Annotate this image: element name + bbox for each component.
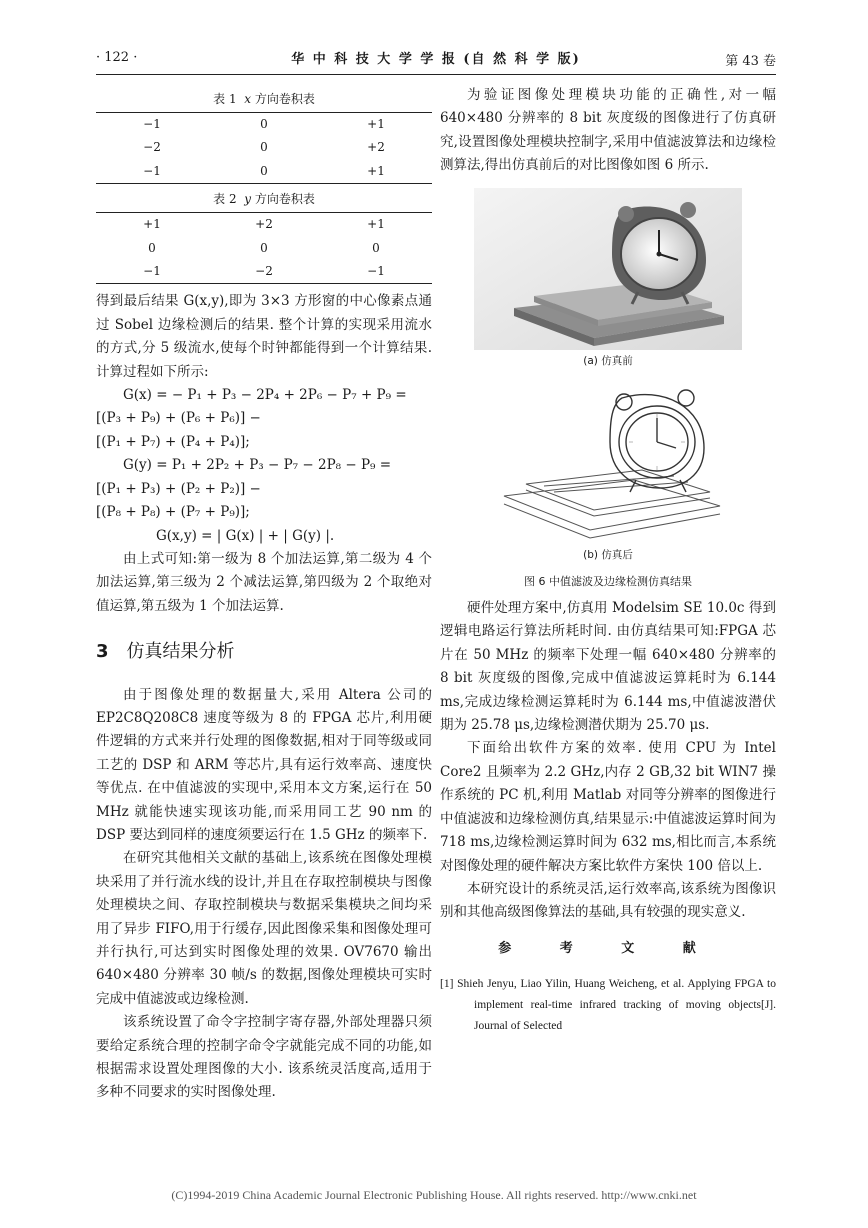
table-cell: −1: [96, 260, 208, 284]
journal-title: 华 中 科 技 大 学 学 报 (自 然 科 学 版): [291, 52, 581, 67]
paragraph-result: 得到最后结果 G(x,y),即为 3×3 方形窗的中心像素点通过 Sobel 边缘检测后的结果. 整个计算的实现采用流水的方式,分 5 级流水,使每个时钟都能得到一个计算结果. 计算过程如下所示:: [96, 293, 432, 380]
figure-6: [440, 188, 776, 593]
figure-b-caption: (b) 仿真后: [583, 548, 633, 561]
equation-gx-cont2: [(P₁ + P₇) + (P₄ + P₄)];: [96, 433, 250, 450]
equation-gx-cont1: [(P₃ + P₉) + (P₆ + P₆)] −: [96, 410, 261, 427]
table-cell: +1: [320, 213, 432, 237]
equation-gxy: G(x,y) = | G(x) | + | G(y) |.: [156, 527, 335, 544]
figure-a-caption: (a) 仿真前: [583, 354, 633, 367]
page-number: · 122 ·: [96, 50, 138, 65]
table-cell: −1: [320, 260, 432, 284]
references-heading: 参 考 文 献: [498, 940, 718, 956]
figure-6-caption: 图 6 中值滤波及边缘检测仿真结果: [524, 574, 692, 588]
paragraph-software-timing: 下面给出软件方案的效率. 使用 CPU 为 Intel Core2 且频率为 2.2 GHz,内存 2 GB,32 bit WIN7 操作系统的 PC 机,利用 Matlab 对同等分辨率的图像进行中值滤波和边缘检测仿真,结果显示:中值滤波运算时间为 718 ms,边缘检测运算时间为 632 ms,相比而言,本系统对图像处理的硬件解决方案比软件方案快 100 倍以上.: [440, 740, 776, 874]
table-cell: −1: [96, 160, 208, 184]
right-column: [440, 84, 776, 1037]
paragraph-control-register: 该系统设置了命令字控制字寄存器,外部处理器只须要给定系统合理的控制字命令字就能完成不同的功能,如根据需求设置处理图像的大小. 该系统灵活度高,适用于多种不同要求的实时图像处理.: [96, 1014, 432, 1101]
table-cell: −2: [143, 140, 161, 155]
section-heading: 3 仿真结果分析: [96, 641, 235, 663]
paragraph-fifo: 在研究其他相关文献的基础上,该系统在图像处理模块采用了并行流水线的设计,并且在存取控制模块与图像处理模块之间、存取控制模块与数据采集模块之间均采用了异步 FIFO,用于行缓存,因此图像采集和图像处理可并行执行,可达到实时图像处理的效果. OV7670 输出 640×480 分辨率 30 帧/s 的数据,图像处理模块可实时完成中值滤波或边缘检测.: [96, 850, 432, 1007]
table-cell: +2: [208, 213, 320, 237]
image-before-simulation: [474, 188, 742, 350]
table1-caption: 表 1 x 方向卷积表: [213, 92, 315, 106]
reference-1: [1] Shieh Jenyu, Liao Yilin, Huang Weicheng, et al. Applying FPGA to implement real-time infrared tracking of moving objects[J]. Journal of Selected: [440, 978, 776, 1033]
equation-gy-cont1: [(P₁ + P₃) + (P₂ + P₂)] −: [96, 480, 261, 497]
image-after-simulation: [474, 374, 742, 544]
paragraph-fpga: 由于图像处理的数据量大,采用 Altera 公司的 EP2C8Q208C8 速度等级为 8 的 FPGA 芯片,利用硬件逻辑的方式来并行处理的图像数据,相对于同等级或同工艺的 DSP 和 ARM 等芯片,具有运行效率高、速度快等优点. 在中值滤波的实现中,采用本文方案,运行在 50 MHz 就能快速实现该功能,而采用同工艺 90 nm 的 DSP 要达到同样的速度须要运行在 1.5 GHz 的频率下.: [96, 686, 432, 843]
table-cell: +2: [367, 140, 385, 155]
paragraph-hardware-timing: 硬件处理方案中,仿真用 Modelsim SE 10.0c 得到逻辑电路运行算法所耗时间. 由仿真结果可知:FPGA 芯片在 50 MHz 的频率下处理一幅 640×480 分辨率的 8 bit 灰度级的图像,完成中值滤波运算耗时为 6.144 ms,完成边缘检测运算耗时为 6.144 ms,中值滤波潜伏期为 25.78 μs,边缘检测潜伏期为 25.70 μs.: [440, 600, 776, 734]
table2-caption: 表 2 y 方向卷积表: [213, 192, 315, 207]
equation-gy-cont2: [(P₈ + P₈) + (P₇ + P₉)];: [96, 504, 250, 521]
paragraph-conclusion: 本研究设计的系统灵活,运行效率高,该系统为图像识别和其他高级图像算法的基础,具有较强的现实意义.: [440, 880, 776, 921]
table-cell: 0: [260, 140, 268, 155]
table-cell: +1: [96, 213, 208, 237]
paragraph-verify: 为验证图像处理模块功能的正确性,对一幅 640×480 分辨率的 8 bit 灰度级的图像进行了仿真研究,设置图像处理模块控制字,采用中值滤波算法和边缘检测算法,得出仿真前后的对比图像如图 6 所示.: [440, 87, 776, 174]
table-cell: +1: [320, 160, 432, 184]
table-cell: −1: [96, 113, 208, 137]
running-header: [96, 48, 776, 68]
paragraph-pipeline: 由上式可知:第一级为 8 个加法运算,第二级为 4 个加法运算,第三级为 2 个减法运算,第四级为 2 个取绝对值运算,第五级为 1 个加法运算.: [96, 550, 432, 614]
equation-gx: G(x) = − P₁ + P₃ − 2P₄ + 2P₆ − P₇ + P₉ =: [123, 387, 407, 404]
equation-gy: G(y) = P₁ + 2P₂ + P₃ − P₇ − 2P₈ − P₉ =: [123, 457, 392, 474]
table-cell: +1: [320, 113, 432, 137]
volume-label: 第 43 卷: [725, 54, 776, 69]
table-cell: 0: [148, 240, 156, 255]
table-cell: 0: [208, 113, 320, 137]
table-cell: −2: [208, 260, 320, 284]
table-cell: 0: [260, 240, 268, 255]
header-rule: [96, 74, 776, 75]
table2-y-kernel: [96, 212, 432, 284]
table-cell: 0: [372, 240, 380, 255]
table-cell: 0: [208, 160, 320, 184]
left-column: [96, 84, 432, 1105]
copyright-footer: (C)1994-2019 China Academic Journal Electronic Publishing House. All rights reserved. http://www.cnki.net: [171, 1188, 697, 1202]
table1-x-kernel: [96, 112, 432, 184]
